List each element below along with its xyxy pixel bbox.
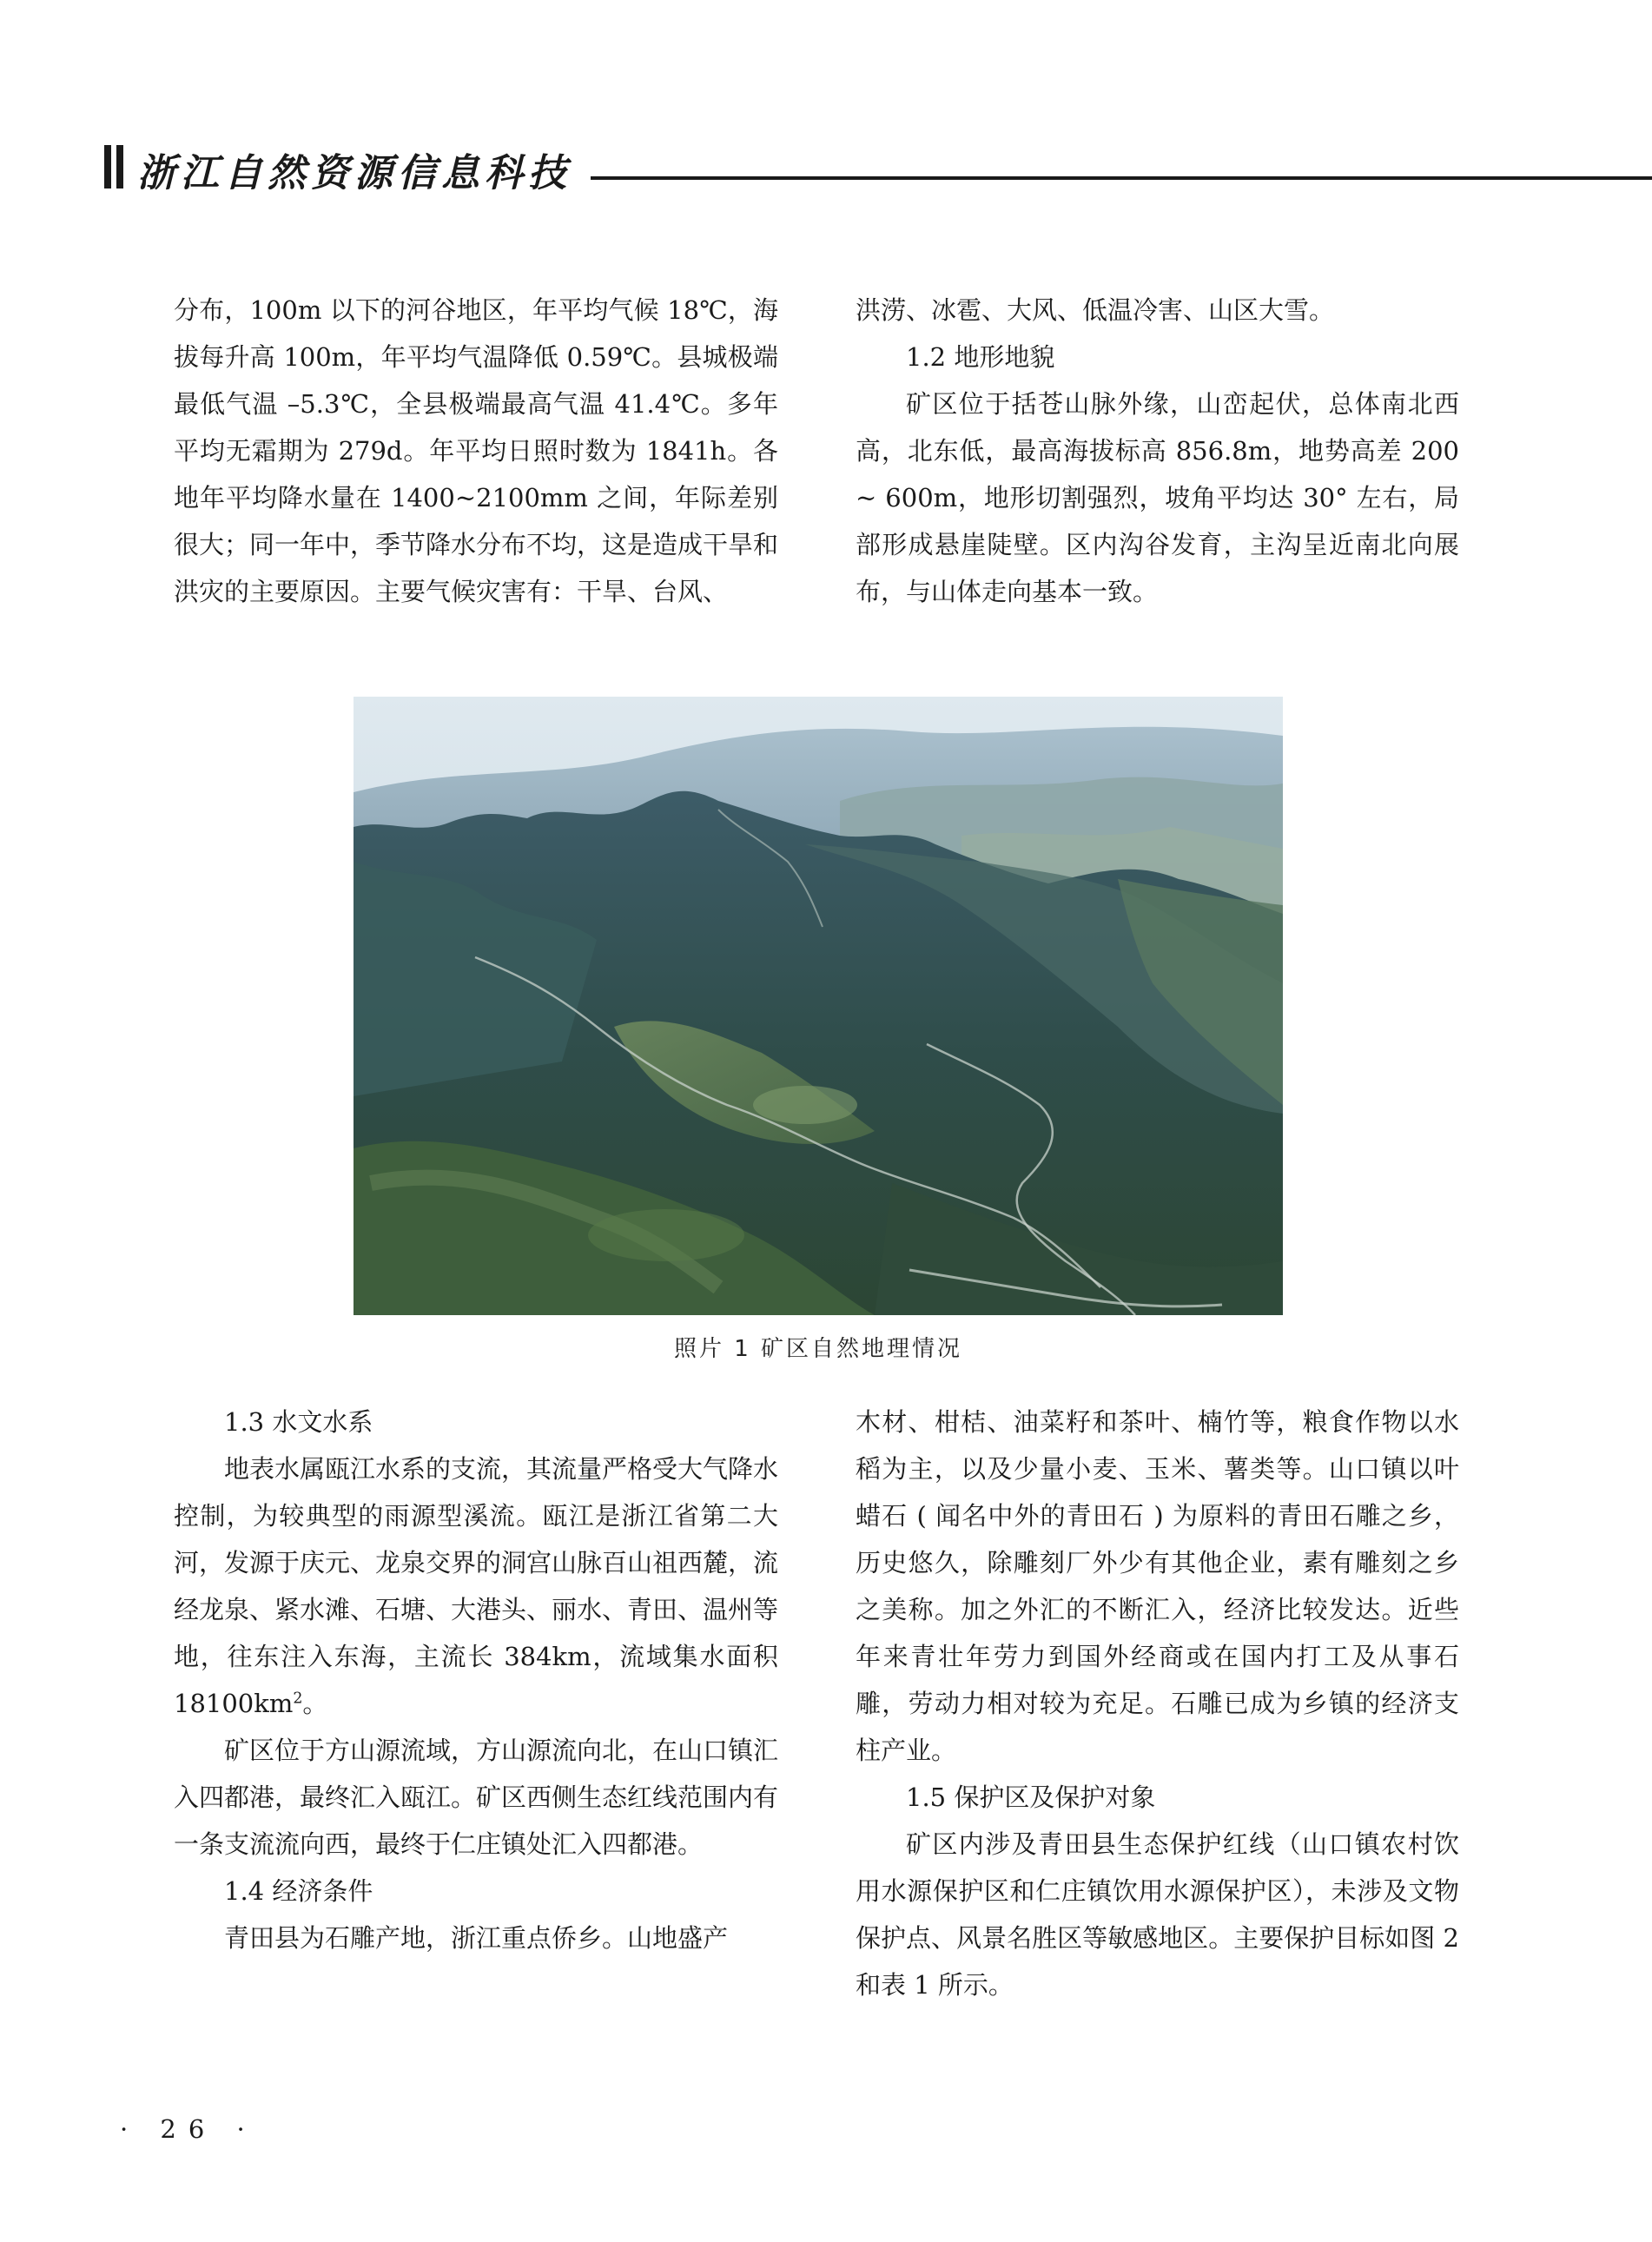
hydrology-period: 。 [302,1689,328,1718]
section-heading-1-4: 1.4 经济条件 [224,1876,373,1906]
mining-area-photo [354,697,1283,1315]
economy-paragraph: 青田县为石雕产地，浙江重点侨乡。山地盛产 [224,1923,729,1953]
header-bars [104,145,125,188]
page-number: · 26 · [120,2114,257,2144]
bottom-left-column [174,1399,778,1961]
section-heading-1-2: 1.2 地形地貌 [906,342,1055,372]
photo-caption: 照片 1 矿区自然地理情况 [673,1336,963,1362]
section-heading-1-5: 1.5 保护区及保护对象 [906,1782,1156,1812]
watershed-paragraph: 矿区位于方山源流域，方山源流向北，在山口镇汇入四都港，最终汇入瓯江。矿区西侧生态红线范围内有一条支流流向西，最终于仁庄镇处汇入四都港。 [174,1736,779,1859]
section-heading-1-3: 1.3 水文水系 [224,1407,373,1437]
hydrology-text: 地表水属瓯江水系的支流，其流量严格受大气降水控制，为较典型的雨源型溪流。瓯江是浙江省第二大河，发源于庆元、龙泉交界的洞宫山脉百山祖西麓，流经龙泉、紧水滩、石塘、大港头、丽水、青田、温州等地，往东注入东海，主流长 384km，流域集水面积 18100km [174,1454,779,1718]
top-left-column [174,287,778,615]
header-rule [591,176,1652,180]
journal-title: 浙江自然资源信息科技 [137,151,572,195]
journal-header [104,142,1652,194]
climate-paragraph-continued: 洪涝、冰雹、大风、低温冷害、山区大雪。 [856,295,1335,325]
protection-paragraph: 矿区内涉及青田县生态保护红线（山口镇农村饮用水源保护区和仁庄镇饮用水源保护区），未涉及文物保护点、风景名胜区等敏感地区。主要保护目标如图 2 和表 1 所示。 [856,1829,1459,2000]
bottom-right-column [856,1399,1459,2008]
terrain-paragraph: 矿区位于括苍山脉外缘，山峦起伏，总体南北西高，北东低，最高海拔标高 856.8m，地势高差 200 ~ 600m，地形切割强烈，坡角平均达 30° 左右，局部形成悬崖陡壁。区内沟谷发育，主沟呈近南北向展布，与山体走向基本一致。 [856,389,1459,606]
top-right-column [856,287,1459,615]
hydrology-paragraph [174,1445,778,1727]
superscript-2: 2 [293,1690,303,1708]
climate-paragraph: 分布，100m 以下的河谷地区，年平均气候 18℃，海拔每升高 100m，年平均气温降低 0.59℃。县城极端最低气温 –5.3℃，全县极端最高气温 41.4℃。多年平均无霜期为 279d。年平均日照时数为 1841h。各地年平均降水量在 1400~2100mm 之间，年际差别很大；同一年中，季节降水分布不均，这是造成干旱和洪灾的主要原因。主要气候灾害有：干旱、台风、 [174,295,779,606]
economy-paragraph-continued: 木材、柑桔、油菜籽和茶叶、楠竹等，粮食作物以水稻为主，以及少量小麦、玉米、薯类等。山口镇以叶蜡石 ( 闻名中外的青田石 ) 为原料的青田石雕之乡，历史悠久，除雕刻厂外少有其他企业，素有雕刻之乡之美称。加之外汇的不断汇入，经济比较发达。近些年来青壮年劳力到国外经商或在国内打工及从事石雕，劳动力相对较为充足。石雕已成为乡镇的经济支柱产业。 [856,1407,1459,1765]
